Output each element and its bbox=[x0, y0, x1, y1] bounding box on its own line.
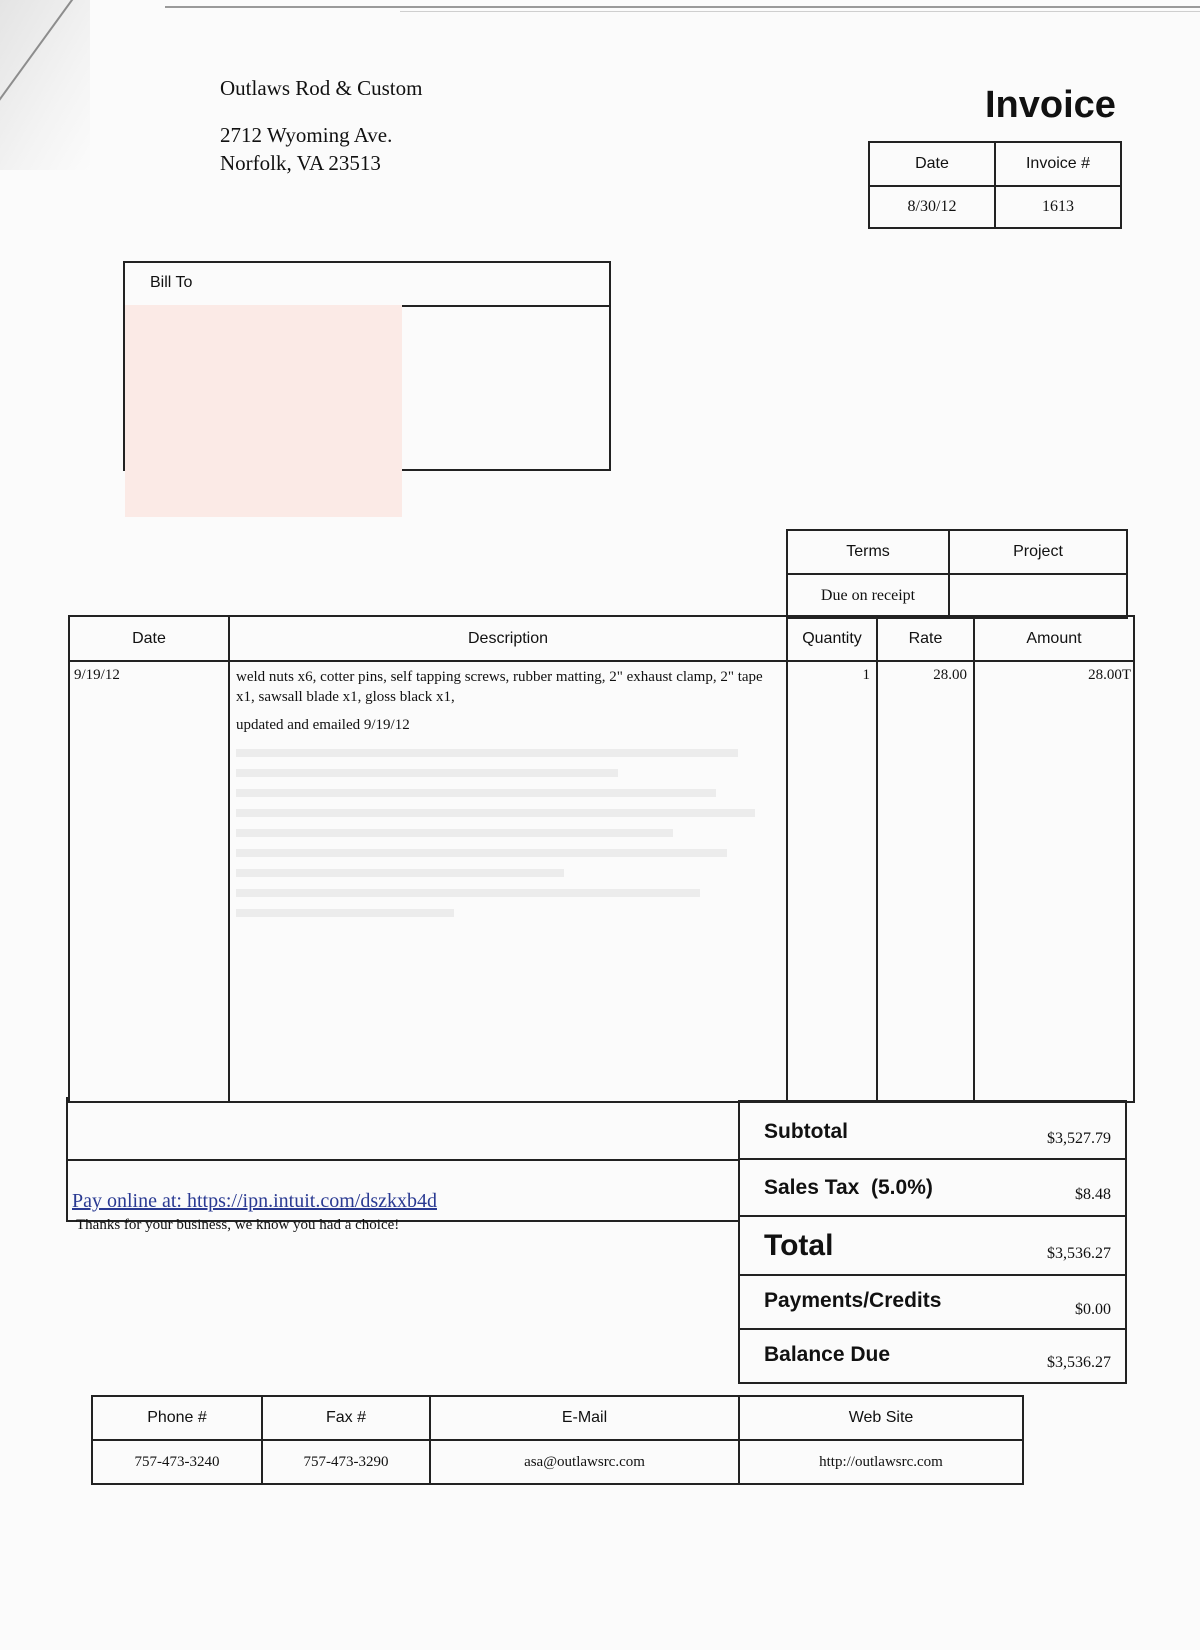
pay-online-link[interactable]: Pay online at: https://ipn.intuit.com/dszkxb4d bbox=[72, 1190, 437, 1212]
line-items-table bbox=[68, 615, 1135, 1103]
terms-label: Terms bbox=[787, 530, 949, 574]
sales-tax-row bbox=[740, 1160, 1125, 1217]
website-label: Web Site bbox=[739, 1396, 1023, 1440]
project-value bbox=[949, 574, 1127, 618]
company-address-line2: Norfolk, VA 23513 bbox=[220, 151, 381, 175]
table-row bbox=[69, 661, 1134, 1102]
col-quantity-header: Quantity bbox=[787, 616, 877, 661]
row-note: updated and emailed 9/19/12 bbox=[236, 717, 410, 733]
terms-box bbox=[786, 529, 1128, 619]
phone-value: 757-473-3240 bbox=[92, 1440, 262, 1484]
website-value[interactable]: http://outlawsrc.com bbox=[739, 1440, 1023, 1484]
sales-tax-label: Sales Tax (5.0%) bbox=[764, 1176, 933, 1199]
col-rate-header: Rate bbox=[877, 616, 974, 661]
row-description bbox=[229, 661, 787, 1102]
date-label: Date bbox=[869, 142, 995, 186]
total-value: $3,536.27 bbox=[1047, 1245, 1111, 1262]
invoice-number-label: Invoice # bbox=[995, 142, 1121, 186]
redacted-address bbox=[125, 305, 402, 517]
fax-label: Fax # bbox=[262, 1396, 430, 1440]
bill-to-label: Bill To bbox=[125, 263, 609, 307]
total-row bbox=[740, 1217, 1125, 1276]
subtotal-value: $3,527.79 bbox=[1047, 1130, 1111, 1147]
scan-edge-line-faint bbox=[400, 11, 1200, 12]
row-amount: 28.00T bbox=[974, 661, 1134, 1102]
totals-box bbox=[738, 1100, 1127, 1384]
email-label: E-Mail bbox=[430, 1396, 739, 1440]
balance-due-value: $3,536.27 bbox=[1047, 1354, 1111, 1371]
sales-tax-value: $8.48 bbox=[1075, 1186, 1111, 1203]
thanks-message: Thanks for your business, we know you had a choice! bbox=[76, 1217, 400, 1233]
company-address bbox=[220, 121, 392, 177]
row-rate: 28.00 bbox=[877, 661, 974, 1102]
scan-edge-line bbox=[165, 6, 1200, 8]
row-quantity: 1 bbox=[787, 661, 877, 1102]
invoice-date: 8/30/12 bbox=[869, 186, 995, 228]
terms-value: Due on receipt bbox=[787, 574, 949, 618]
invoice-number: 1613 bbox=[995, 186, 1121, 228]
company-name: Outlaws Rod & Custom bbox=[220, 76, 423, 100]
project-label: Project bbox=[949, 530, 1127, 574]
payments-label: Payments/Credits bbox=[764, 1289, 942, 1312]
row-description-text: weld nuts x6, cotter pins, self tapping screws, rubber matting, 2" exhaust clamp, 2" tape x1, sawsall blade x1, gloss black x1, bbox=[236, 669, 763, 705]
subtotal-row bbox=[740, 1102, 1125, 1160]
folded-corner bbox=[0, 0, 170, 200]
row-date: 9/19/12 bbox=[69, 661, 229, 1102]
subtotal-label: Subtotal bbox=[764, 1120, 848, 1143]
contact-box bbox=[91, 1395, 1024, 1485]
balance-due-label: Balance Due bbox=[764, 1343, 891, 1366]
invoice-header-box bbox=[868, 141, 1122, 229]
col-date-header: Date bbox=[69, 616, 229, 661]
col-amount-header: Amount bbox=[974, 616, 1134, 661]
fax-value: 757-473-3290 bbox=[262, 1440, 430, 1484]
payments-value: $0.00 bbox=[1075, 1301, 1111, 1318]
bleed-through bbox=[236, 749, 782, 917]
payments-row bbox=[740, 1276, 1125, 1330]
email-value[interactable]: asa@outlawsrc.com bbox=[430, 1440, 739, 1484]
total-label: Total bbox=[764, 1229, 834, 1262]
col-description-header: Description bbox=[229, 616, 787, 661]
document-title: Invoice bbox=[985, 84, 1116, 126]
balance-due-row bbox=[740, 1330, 1125, 1382]
company-address-line1: 2712 Wyoming Ave. bbox=[220, 123, 393, 147]
phone-label: Phone # bbox=[92, 1396, 262, 1440]
